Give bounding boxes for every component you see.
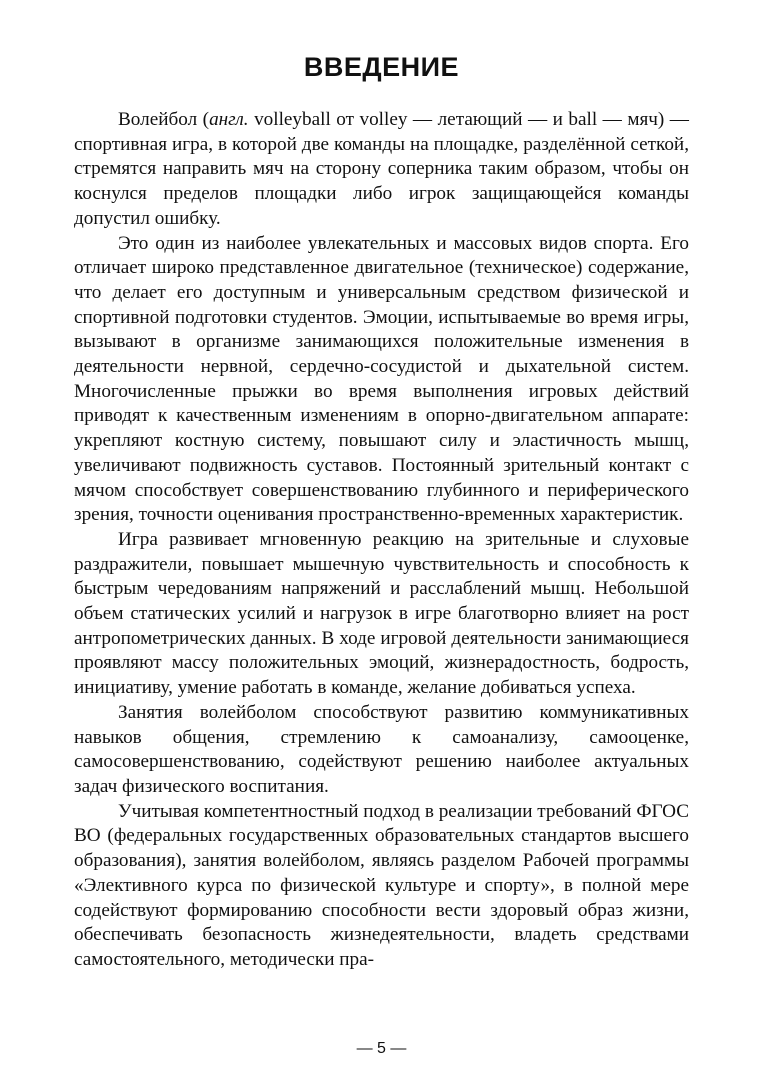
paragraph-1-italic-abbrev: англ. (209, 109, 249, 130)
paragraph-1 (74, 108, 689, 232)
paragraph-4: Занятия волейболом способствуют развитию коммуникативных навыков общения, стремлению к самоанализу, самооценке, самосовершенствованию, содействуют решению наиболее актуальных задач физического воспитания. (74, 701, 689, 797)
paragraph-1-start: Волейбол ( (118, 109, 210, 130)
paragraph-5: Учитывая компетентностный подход в реализации требований ФГОС ВО (федеральных государственных образовательных стандартов высшего образования), занятия волейболом, являясь разделом Рабочей программы «Элективного курса по физической культуре и спорту», в полной мере содействуют формированию способности вести здоровый образ жизни, обеспечивать безопасность жизнедеятельности, владеть средствами самостоятельного, методически пра- (74, 800, 689, 970)
page-number: — 5 — (356, 1040, 407, 1057)
paragraph-2: Это один из наиболее увлекательных и массовых видов спорта. Его отличает широко представленное двигательное (техническое) содержание, что делает его доступным и универсальным средством физической и спортивной подготовки студентов. Эмоции, испытываемые во время игры, вызывают в организме занимающихся положительные изменения в деятельности нервной, сердечно-сосудистой и дыхательной систем. Многочисленные прыжки во время выполнения игровых действий приводят к качественным изменениям в опорно-двигательном аппарате: укрепляют костную систему, повышают силу и эластичность мышц, увеличивают подвижность суставов. Постоянный зрительный контакт с мячом способствует совершенствованию глубинного и периферического зрения, точности оценивания пространственно-временных характеристик. (74, 232, 689, 526)
body-text (74, 108, 689, 973)
paragraph-1-rest: volleyball от volley — летающий — и ball — мяч) — спортивная игра, в которой две команды на площадке, разделённой сеткой, стремятся направить мяч на сторону соперника таким образом, чтобы он коснулся пределов площадки либо игрок защищающейся команды допустил ошибку. (74, 109, 689, 229)
page-title: ВВЕДЕНИЕ (303, 52, 460, 82)
paragraph-3: Игра развивает мгновенную реакцию на зрительные и слуховые раздражители, повышает мышечную чувствительность и способность к быстрым чередованиям напряжений и расслаблений мышц. Небольшой объем статических усилий и нагрузок в игре благотворно влияет на рост антропометрических данных. В ходе игровой деятельности занимающиеся проявляют массу положительных эмоций, жизнерадостность, бодрость, инициативу, умение работать в команде, желание добиваться успеха. (74, 528, 689, 699)
